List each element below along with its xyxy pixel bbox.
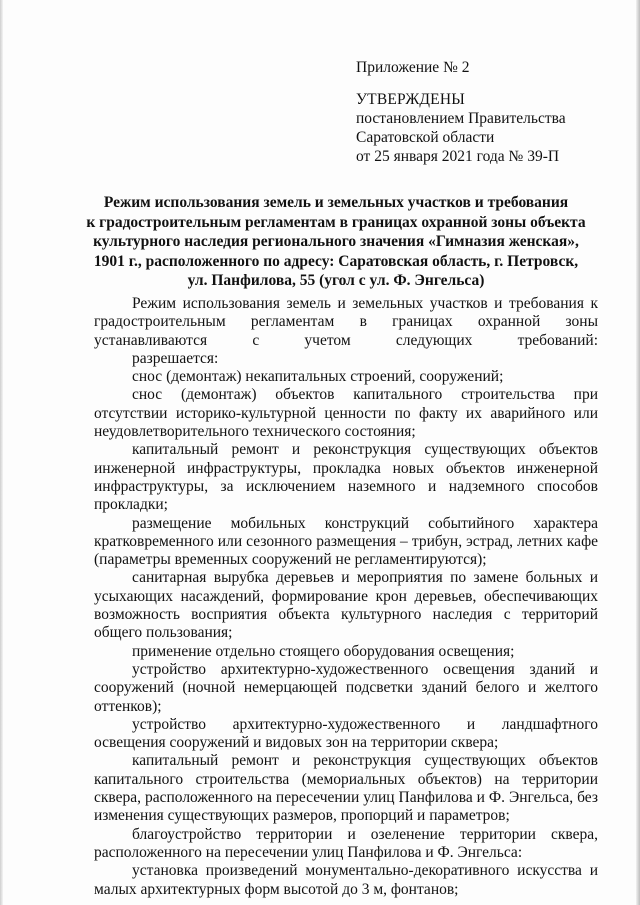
title-line-3: культурного наследия регионального значения «Гимназия женская», bbox=[93, 233, 579, 250]
paragraph: размещение мобильных конструкций событийного характера кратковременного или сезонного размещения – трибун, эстрад, летних кафе (параметры временных сооружений не регламентируются); bbox=[94, 514, 598, 569]
paragraph: капитальный ремонт и реконструкция существующих объектов капитального строительства (мемориальных объектов) на территории сквера, расположенного на пересечении улиц Панфилова и Ф. Энгельса, без изменения существующих размеров, пропорций и параметров; bbox=[94, 752, 598, 825]
title-line-5: ул. Панфилова, 55 (угол с ул. Ф. Энгельса) bbox=[187, 272, 485, 289]
appendix-number: Приложение № 2 bbox=[356, 59, 470, 76]
paragraph: капитальный ремонт и реконструкция существующих объектов инженерной инфраструктуры, прокладка новых объектов инженерной инфраструктуры, за исключением наземного и надземного способов прокладки; bbox=[94, 441, 598, 514]
approval-line-3: от 25 января 2021 года № 39-П bbox=[356, 148, 560, 165]
paragraph: снос (демонтаж) некапитальных строений, сооружений; bbox=[132, 368, 504, 386]
approval-line-1: постановлением Правительства bbox=[356, 110, 566, 127]
paragraph: устройство архитектурно-художественного освещения зданий и сооружений (ночной немерцающей подсветки зданий белого и желтого оттенков); bbox=[94, 660, 598, 715]
approved-heading: УТВЕРЖДЕНЫ bbox=[356, 91, 465, 108]
title-line-2: к градостроительным регламентам в границах охранной зоны объекта bbox=[86, 213, 586, 231]
paragraph: устройство архитектурно-художественного и ландшафтного освещения сооружений и видовых зон на территории сквера; bbox=[94, 715, 598, 752]
scan-edge-right bbox=[636, 0, 640, 905]
document-title bbox=[86, 193, 586, 291]
title-line-1: Режим использования земель и земельных участков и требования bbox=[103, 194, 569, 211]
title-line-4: 1901 г., расположенного по адресу: Саратовская область, г. Петровск, bbox=[93, 252, 579, 270]
paragraph: снос (демонтаж) объектов капитального строительства при отсутствии историко-культурной ценности по факту их аварийного или неудовлетворительного технического состояния; bbox=[94, 386, 598, 441]
paragraph: применение отдельно стоящего оборудования освещения; bbox=[132, 642, 515, 660]
paragraph: установка произведений монументально-декоративного искусства и малых архитектурных форм высотой до 3 м, фонтанов; bbox=[94, 862, 598, 898]
document-body bbox=[94, 295, 598, 899]
paragraph: санитарная вырубка деревьев и мероприятия по замене больных и усыхающих насаждений, формирование крон деревьев, обеспечивающих возможность восприятия объекта культурного наследия с территорий общего пользования; bbox=[94, 569, 598, 642]
paragraph-permitted: разрешается: bbox=[132, 349, 219, 367]
approval-line-2: Саратовской области bbox=[356, 129, 495, 146]
approval-block bbox=[356, 58, 626, 166]
scan-edge-left bbox=[0, 0, 3, 905]
paragraph-intro: Режим использования земель и земельных участков и требования к градостроительным регламентам в границах охранной зоны устанавливаются с учетом следующих требований: bbox=[94, 295, 598, 349]
paragraph: благоустройство территории и озеленение территории сквера, расположенного на пересечении улиц Панфилова и Ф. Энгельса: bbox=[94, 825, 598, 861]
